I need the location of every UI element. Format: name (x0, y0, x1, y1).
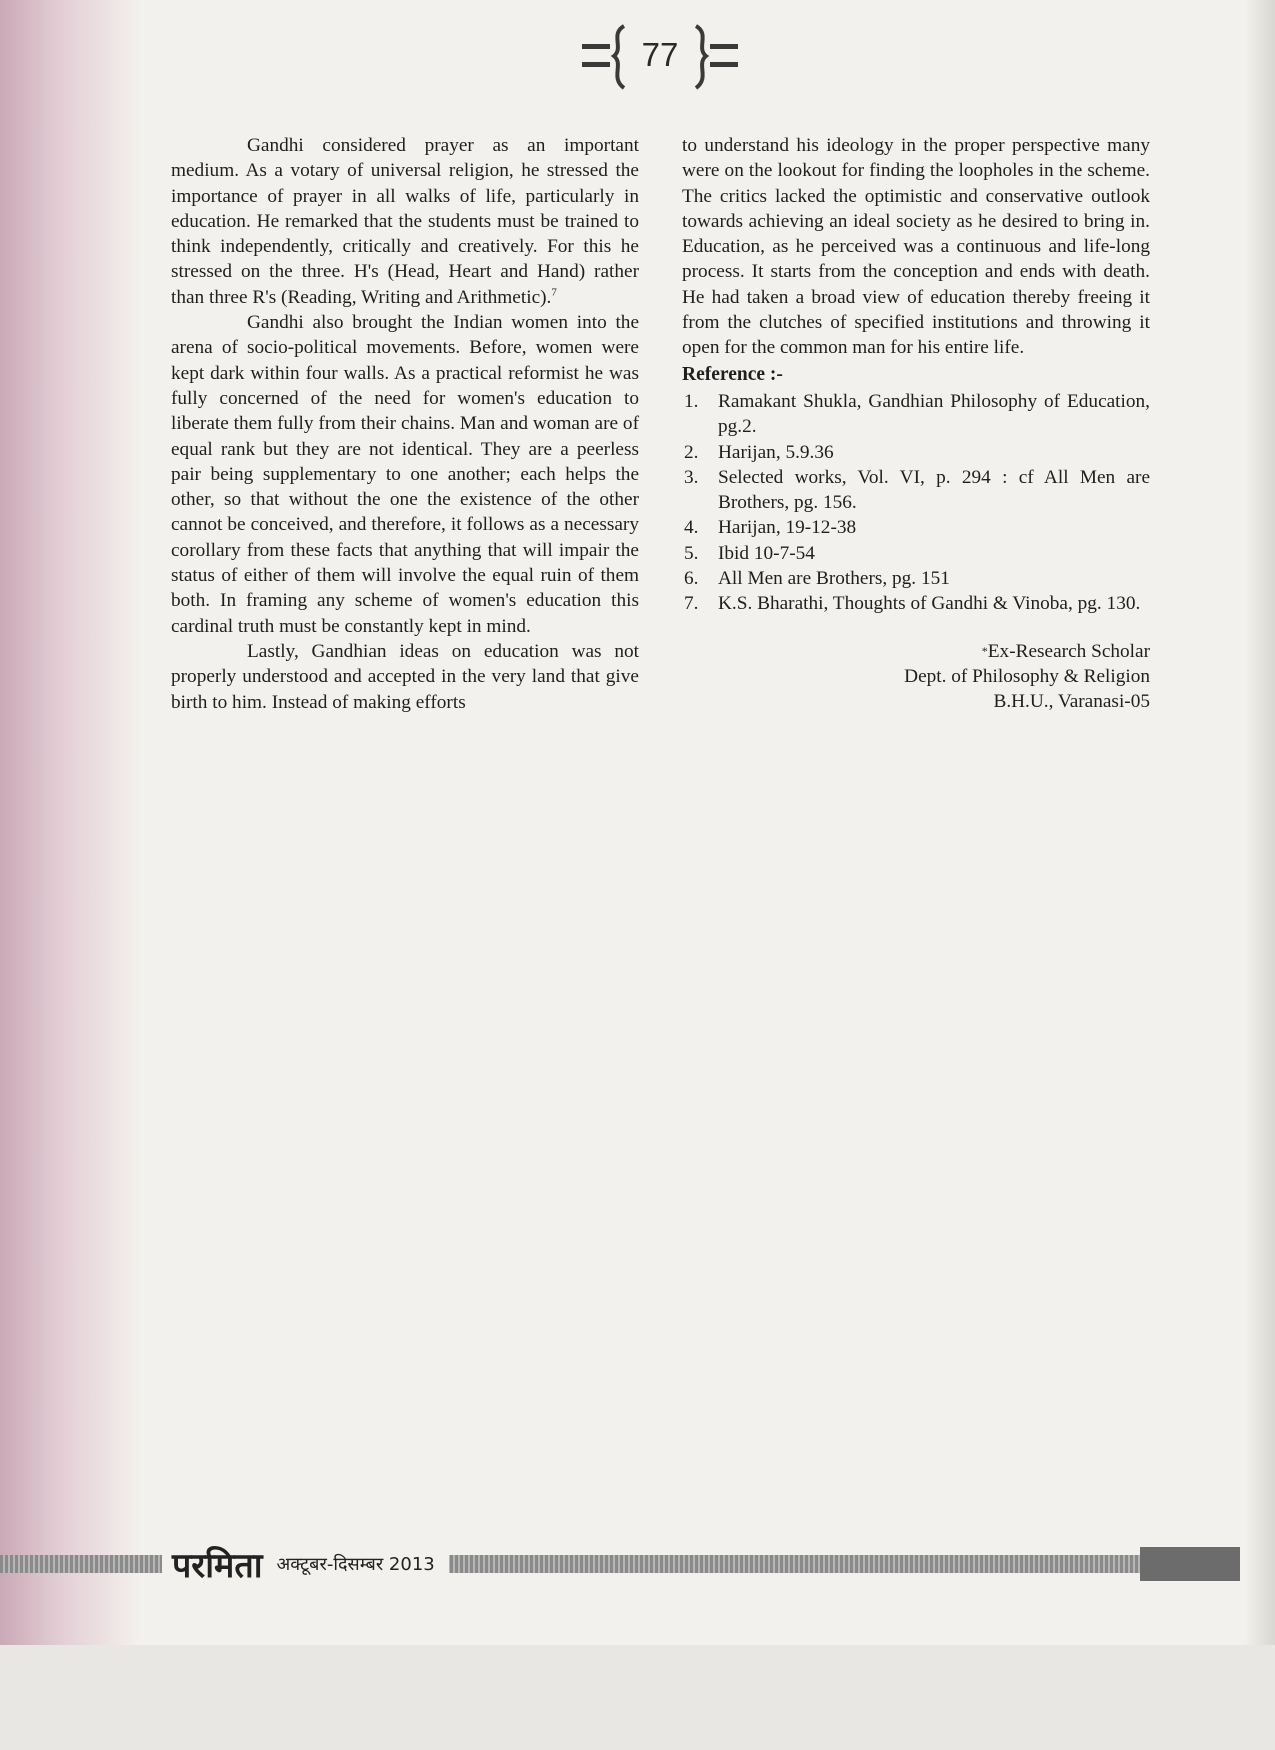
page-number: 77 (641, 36, 679, 73)
reference-text: K.S. Bharathi, Thoughts of Gandhi & Vinoba, pg. 130. (718, 593, 1141, 615)
reference-item (682, 440, 1150, 465)
footer-block (1140, 1547, 1240, 1581)
paragraph-women: Gandhi also brought the Indian women into the arena of socio-political movements. Before, women were kept dark within four walls. As a practical reformist he was fully concerned of the need for women's education to liberate them fully from their chains. Man and woman are of equal rank but they are not identical. They are a peerless pair being supplementary to one another; each helps the other, so that without the one the existence of the other cannot be conceived, and therefore, it follows as a necessary corollary from these facts that anything that will impair the status of either of them will involve the equal ruin of them both. In framing any scheme of women's education this cardinal truth must be constantly kept in mind. (171, 312, 639, 637)
reference-item (682, 515, 1150, 540)
reference-item (682, 541, 1150, 566)
reference-text: Selected works, Vol. VI, p. 294 : cf All Men are Brothers, pg. 156. (718, 466, 1150, 514)
reference-number: 5. (684, 542, 699, 564)
affiliation-title: Ex-Research Scholar (987, 640, 1150, 662)
reference-item (682, 389, 1150, 440)
reference-number: 6. (684, 568, 699, 590)
reference-text: All Men are Brothers, pg. 151 (718, 568, 950, 590)
reference-number: 3. (684, 466, 699, 488)
paragraph-text: Gandhi considered prayer as an important medium. As a votary of universal religion, he stressed the importance of prayer in all walks of life, particularly in education. He remarked that the students must be trained to think independently, critically and creatively. For this he stressed on the three. H's (Head, Heart and Hand) rather than three R's (Reading, Writing and Arithmetic). (171, 135, 639, 308)
footer-label (162, 1543, 449, 1585)
scan-shadow-left (0, 0, 140, 1750)
reference-number: 4. (684, 517, 699, 539)
ornament-left-icon (580, 22, 632, 92)
reference-heading: Reference :- (682, 363, 783, 385)
reference-item (682, 566, 1150, 591)
paragraph-prayer (171, 133, 639, 310)
author-affiliation (682, 639, 1150, 715)
reference-text: Harijan, 5.9.36 (718, 441, 834, 463)
footnote-marker: 7 (551, 286, 557, 299)
affiliation-line-1 (682, 639, 1150, 664)
ornament-right-icon (688, 22, 740, 92)
reference-item (682, 465, 1150, 516)
reference-number: 7. (684, 593, 699, 615)
affiliation-line-3: B.H.U., Varanasi-05 (993, 691, 1150, 713)
paragraph-continuation: to understand his ideology in the proper perspective many were on the lookout for finding the loopholes in the scheme. The critics lacked the optimistic and conservative outlook towards achieving an ideal society as he desired to bring in. Education, as he perceived was a continuous and life-long process. It starts from the conception and ends with death. He had taken a broad view of education thereby freeing it from the clutches of specified institutions and throwing it open for the common man for his entire life. (682, 135, 1150, 359)
reference-item (682, 591, 1150, 616)
reference-text: Ramakant Shukla, Gandhian Philosophy of Education, pg.2. (718, 390, 1150, 438)
scan-margin-bottom (0, 1645, 1275, 1750)
issue-date: अक्टूबर-दिसम्बर 2013 (276, 1554, 435, 1575)
paragraph-lastly: Lastly, Gandhian ideas on education was not properly understood and accepted in the very land that give birth to him. Instead of making efforts (171, 640, 639, 713)
reference-list (682, 389, 1150, 617)
page-header (580, 22, 740, 92)
affiliation-marker: * (981, 643, 988, 658)
magazine-logo: परमिता (172, 1546, 263, 1586)
reference-text: Harijan, 19-12-38 (718, 517, 857, 539)
page-footer (0, 1543, 1240, 1585)
affiliation-line-2: Dept. of Philosophy & Religion (904, 665, 1150, 687)
reference-number: 1. (684, 390, 699, 412)
scan-shadow-right (1245, 0, 1275, 1750)
reference-number: 2. (684, 441, 699, 463)
right-column (682, 133, 1150, 715)
reference-text: Ibid 10-7-54 (718, 542, 815, 564)
left-column (171, 133, 639, 715)
